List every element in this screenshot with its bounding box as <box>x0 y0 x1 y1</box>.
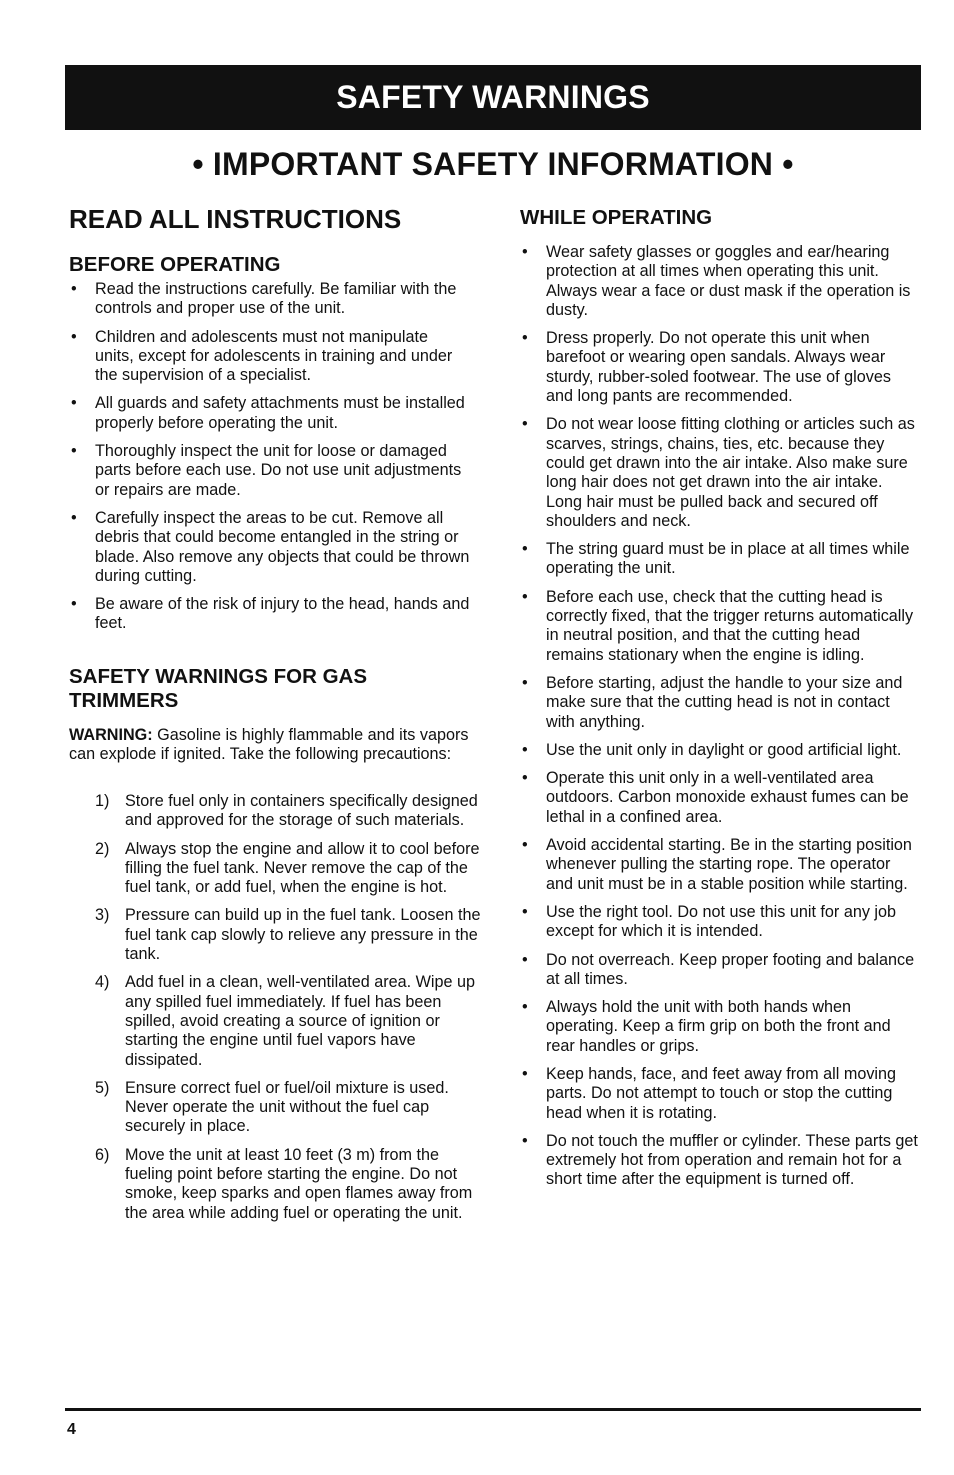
list-item <box>520 329 920 406</box>
while-operating-heading: WHILE OPERATING <box>520 206 713 229</box>
list-item-text: Wear safety glasses or goggles and ear/hearing protection at all times when operating this unit. Always wear a face or dust mask if the operation is dusty. <box>546 243 911 319</box>
gas-warning-paragraph <box>69 726 469 765</box>
footer-rule <box>65 1408 921 1411</box>
list-item-text: Do not overreach. Keep proper footing and balance at all times. <box>546 950 915 988</box>
list-item <box>69 328 471 386</box>
list-item-number: 4) <box>95 973 110 992</box>
before-operating-list <box>69 280 471 643</box>
list-item <box>69 280 471 319</box>
list-item <box>520 588 920 665</box>
list-item <box>69 509 471 586</box>
list-item-number: 6) <box>95 1145 110 1164</box>
bullet-icon: • <box>522 902 528 921</box>
list-item <box>69 1079 481 1137</box>
bullet-icon: • <box>522 587 528 606</box>
bullet-icon: • <box>522 243 528 261</box>
list-item <box>520 415 920 531</box>
list-item <box>520 903 920 942</box>
list-item <box>520 769 920 827</box>
list-item-number: 1) <box>95 792 110 810</box>
list-item-text: Do not touch the muffler or cylinder. These parts get extremely hot from operation and remain hot for a short time after the equipment is turned off. <box>546 1131 918 1189</box>
list-item-text: Pressure can build up in the fuel tank. Loosen the fuel tank cap slowly to relieve any pressure in the tank. <box>125 906 481 964</box>
bullet-icon: • <box>71 280 77 298</box>
list-item <box>69 792 481 831</box>
list-item <box>520 998 920 1056</box>
list-item <box>69 840 481 898</box>
bullet-icon: • <box>522 998 528 1017</box>
read-all-heading: READ ALL INSTRUCTIONS <box>69 204 402 234</box>
page-number: 4 <box>67 1421 76 1438</box>
list-item-text: Always hold the unit with both hands when operating. Keep a firm grip on both the front and rear handles or grips. <box>546 998 891 1055</box>
list-item <box>520 1132 920 1190</box>
list-item <box>69 595 471 634</box>
list-item-number: 5) <box>95 1078 110 1097</box>
list-item-number: 2) <box>95 839 110 858</box>
bullet-icon: • <box>522 836 528 855</box>
list-item-text: Ensure correct fuel or fuel/oil mixture is used. Never operate the unit without the fuel cap securely in place. <box>125 1078 449 1136</box>
bullet-icon: • <box>71 508 77 527</box>
list-item <box>520 741 920 760</box>
while-operating-list <box>520 243 920 1199</box>
list-item-text: Store fuel only in containers specifically designed and approved for the storage of such materials. <box>125 792 478 830</box>
bullet-icon: • <box>71 442 77 461</box>
list-item <box>520 1065 920 1123</box>
bullet-icon: • <box>522 769 528 788</box>
list-item-text: Use the unit only in daylight or good artificial light. <box>546 740 902 759</box>
list-item <box>520 540 920 579</box>
list-item <box>520 243 920 320</box>
bullet-icon: • <box>522 740 528 759</box>
list-item <box>520 836 920 894</box>
bullet-icon: • <box>71 394 77 413</box>
list-item <box>69 906 481 964</box>
warning-label: WARNING: <box>69 726 153 744</box>
list-item-text: Dress properly. Do not operate this unit when barefoot or wearing open sandals. Always wear sturdy, rubber-soled footwear. The use of gloves and long pants are recommended. <box>546 329 891 406</box>
list-item <box>69 1146 481 1223</box>
list-item <box>69 442 471 500</box>
list-item-text: All guards and safety attachments must be installed properly before operating the unit. <box>95 394 465 432</box>
list-item-text: Thoroughly inspect the unit for loose or damaged parts before each use. Do not use unit adjustments or repairs are made. <box>95 442 462 499</box>
list-item-text: Keep hands, face, and feet away from all moving parts. Do not attempt to touch or stop the cutting head when it is rotating. <box>546 1064 897 1122</box>
list-item-text: Operate this unit only in a well-ventilated area outdoors. Carbon monoxide exhaust fumes can be lethal in a confined area. <box>546 769 909 826</box>
gas-precautions-list <box>69 792 481 1232</box>
list-item <box>520 674 920 732</box>
list-item-text: Do not wear loose fitting clothing or articles such as scarves, strings, chains, ties, etc. because they could get drawn into the air intake. Also make sure long hair does not get drawn into the air intake. Long hair must be pulled back and secured off shoulders and neck. <box>546 415 915 530</box>
bullet-icon: • <box>522 950 528 969</box>
bullet-icon: • <box>522 540 528 559</box>
list-item <box>520 951 920 990</box>
list-item-text: The string guard must be in place at all times while operating the unit. <box>546 540 910 578</box>
before-operating-heading: BEFORE OPERATING <box>69 253 281 276</box>
list-item-text: Be aware of the risk of injury to the head, hands and feet. <box>95 595 470 633</box>
gas-trimmers-heading: SAFETY WARNINGS FOR GAS TRIMMERS <box>69 665 368 712</box>
list-item <box>69 394 471 433</box>
list-item-text: Children and adolescents must not manipulate units, except for adolescents in training and under the supervision of a specialist. <box>95 327 453 385</box>
list-item-text: Before starting, adjust the handle to your size and make sure that the cutting head is not in contact with anything. <box>546 673 903 731</box>
list-item-text: Move the unit at least 10 feet (3 m) from the fueling point before starting the engine. Do not smoke, keep sparks and open flames away from the area while adding fuel or operating the unit. <box>125 1145 473 1222</box>
list-item <box>69 973 481 1069</box>
list-item-text: Carefully inspect the areas to be cut. Remove all debris that could become entangled in the string or blade. Also remove any objects that could be thrown during cutting. <box>95 508 470 585</box>
list-item-number: 3) <box>95 906 110 925</box>
section-banner <box>65 65 921 130</box>
bullet-icon: • <box>71 327 77 346</box>
warning-text: Gasoline is highly flammable and its vapors can explode if ignited. Take the following precautions: <box>69 726 469 764</box>
bullet-icon: • <box>71 595 77 614</box>
page-subtitle: • IMPORTANT SAFETY INFORMATION • <box>192 146 794 182</box>
list-item-text: Avoid accidental starting. Be in the starting position whenever pulling the starting rope. The operator and unit must be in a stable position while starting. <box>546 836 912 893</box>
bullet-icon: • <box>522 329 528 348</box>
banner-title: SAFETY WARNINGS <box>336 79 650 115</box>
list-item-text: Add fuel in a clean, well-ventilated area. Wipe up any spilled fuel immediately. If fuel has been spilled, avoid creating a source of ignition or starting the engine until fuel vapors have dissipated. <box>125 973 476 1069</box>
list-item-text: Read the instructions carefully. Be familiar with the controls and proper use of the unit. <box>95 280 457 318</box>
bullet-icon: • <box>522 1131 528 1150</box>
bullet-icon: • <box>522 1064 528 1083</box>
list-item-text: Always stop the engine and allow it to cool before filling the fuel tank. Never remove the cap of the fuel tank, or add fuel, when the engine is hot. <box>125 839 480 897</box>
list-item-text: Use the right tool. Do not use this unit for any job except for which it is intended. <box>546 902 897 941</box>
bullet-icon: • <box>522 673 528 692</box>
list-item-text: Before each use, check that the cutting head is correctly fixed, that the trigger returns automatically in neutral position, and that the cutting head remains stationary when the engine is idling. <box>546 587 914 664</box>
bullet-icon: • <box>522 415 528 434</box>
